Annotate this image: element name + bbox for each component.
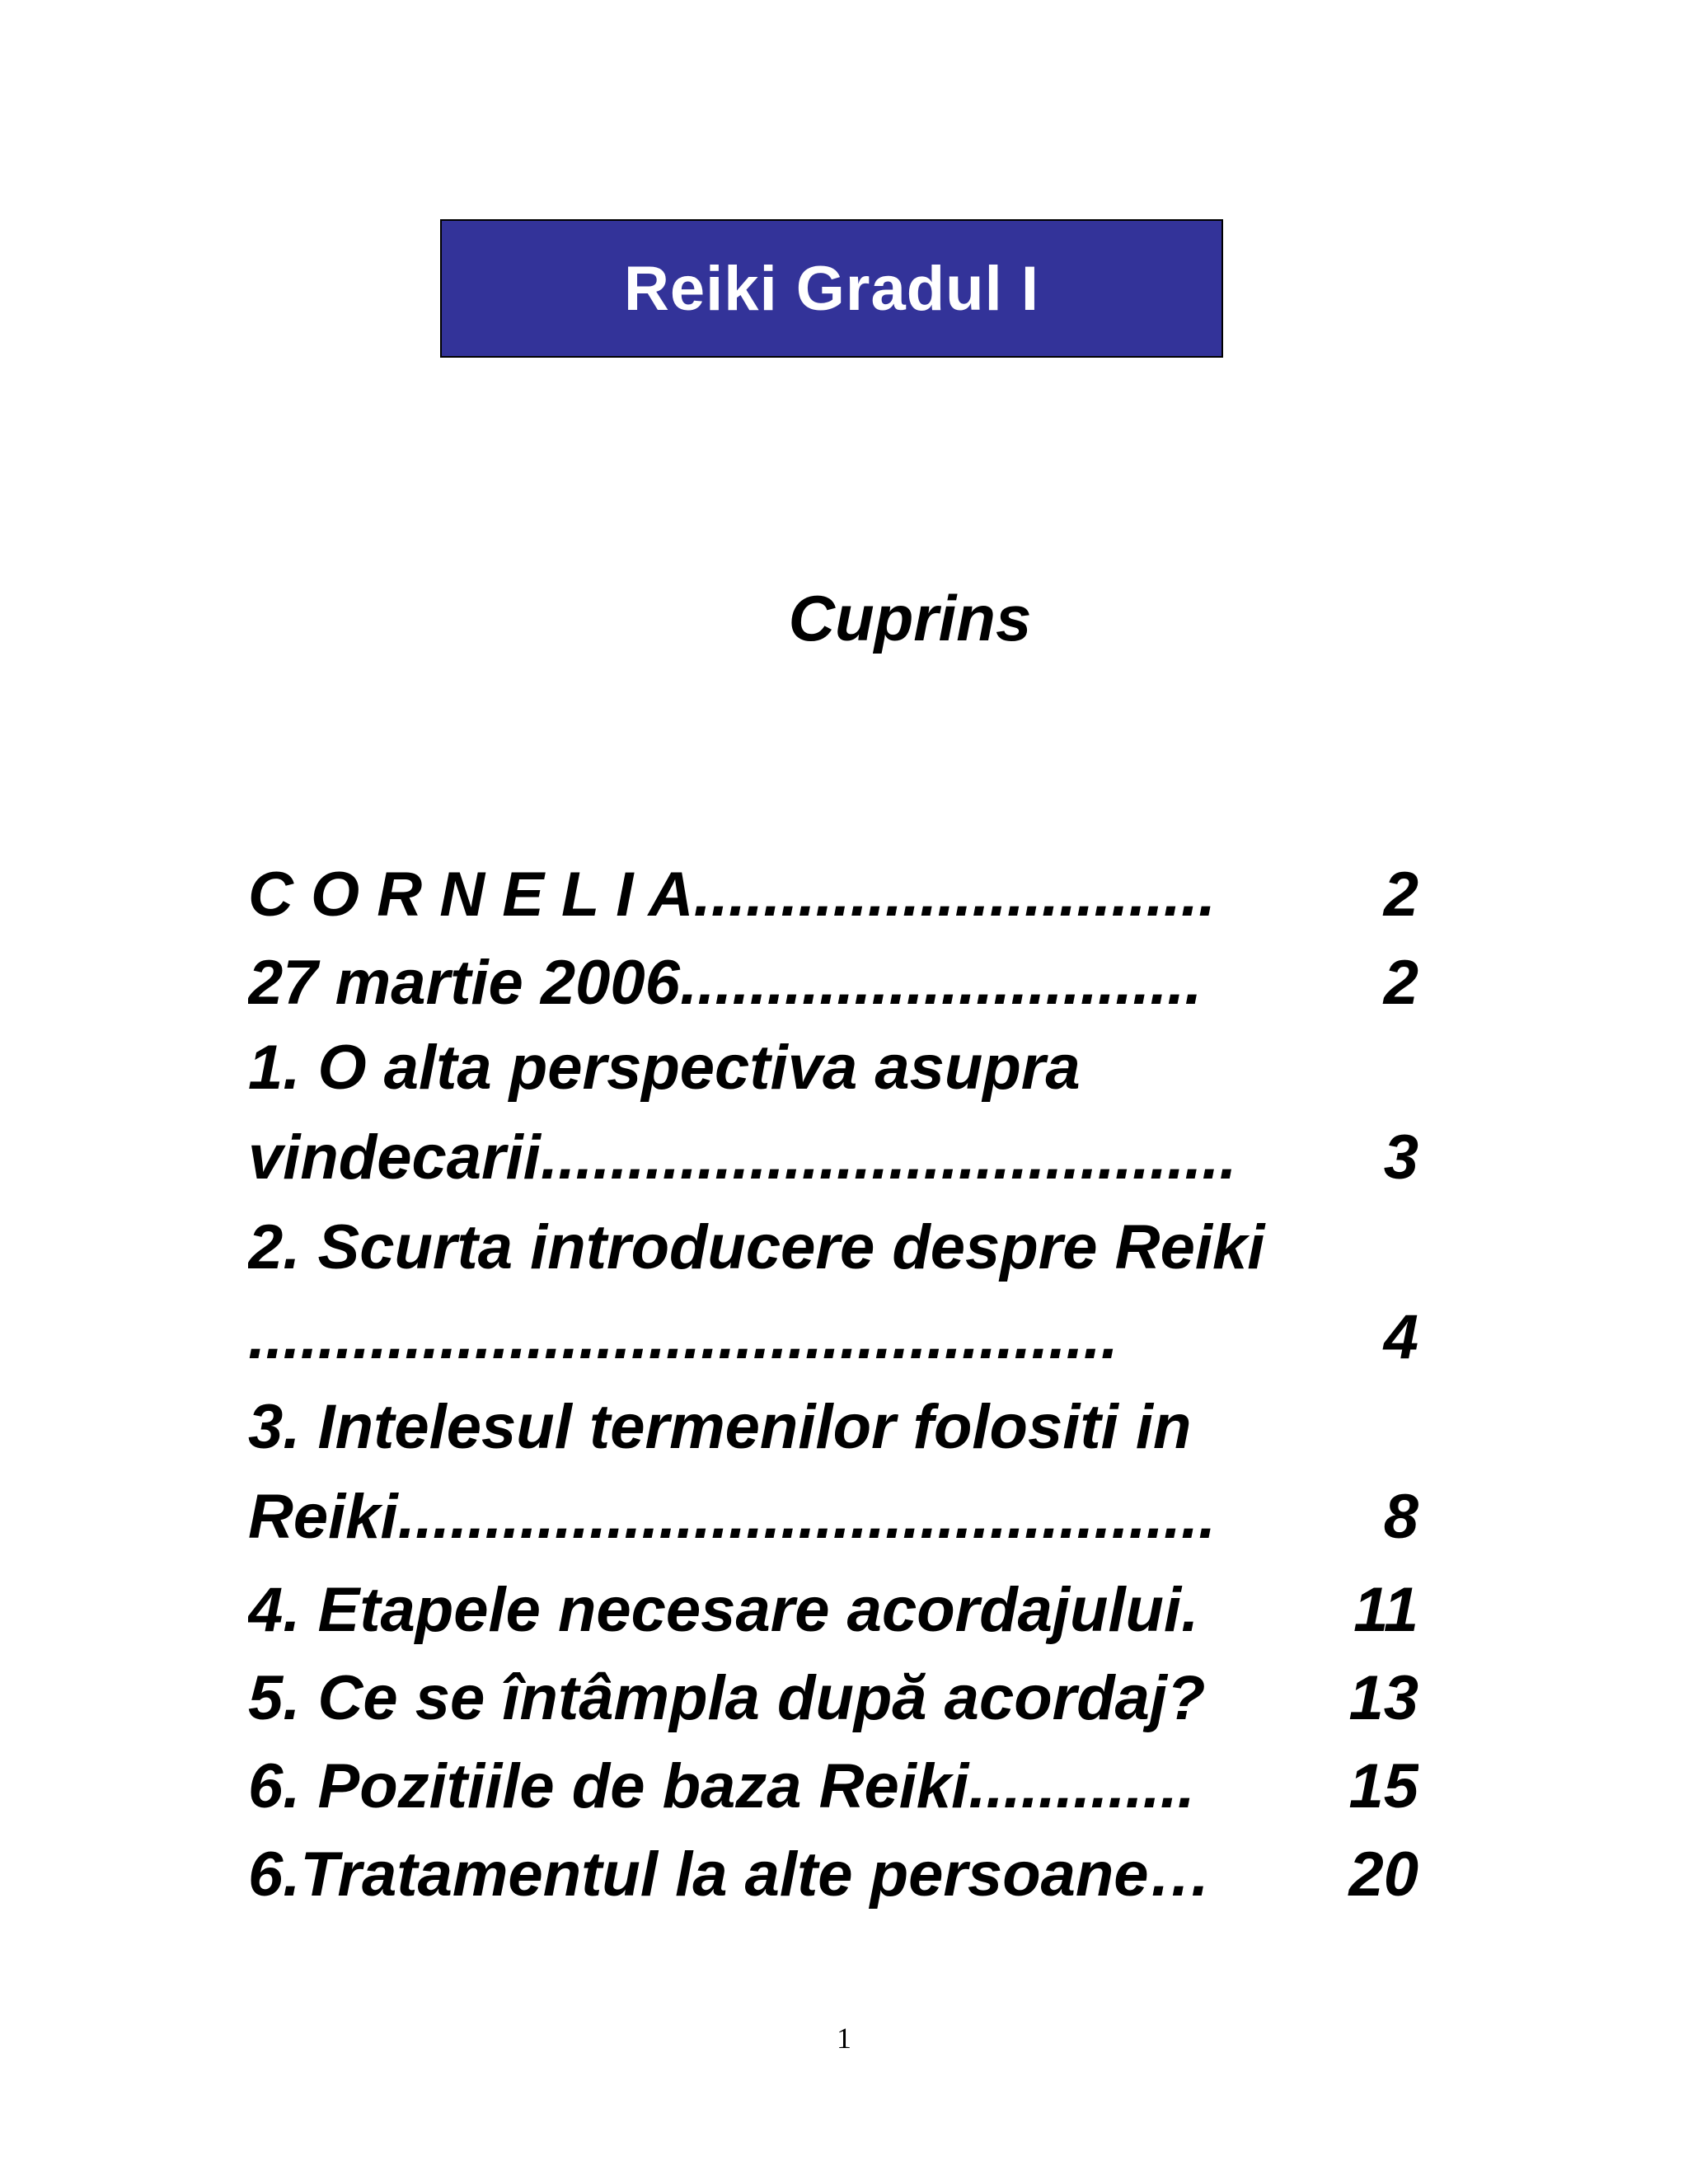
toc-entry[interactable] — [248, 939, 1418, 1027]
toc-leader-dots: ........................................ — [540, 1122, 1237, 1193]
toc-entry[interactable] — [248, 1566, 1418, 1654]
toc-entry-label: 27 martie 2006 — [248, 948, 680, 1018]
toc-leader-dots: .............................. — [693, 860, 1216, 930]
toc-page-number: 4 — [1383, 1302, 1418, 1372]
toc-entry[interactable] — [248, 851, 1418, 939]
toc-entry[interactable] — [248, 1386, 1418, 1469]
toc-entry[interactable] — [248, 1830, 1418, 1919]
toc-entry-label: C O R N E L I A — [248, 860, 694, 930]
toc-heading: Cuprins — [788, 582, 1032, 654]
toc-page-number: 11 — [1353, 1575, 1418, 1645]
toc-page-number: 2 — [1383, 860, 1418, 930]
toc-page-number: 20 — [1348, 1840, 1418, 1910]
toc-entry-continuation[interactable] — [248, 1289, 1418, 1386]
toc-entry-label: 6. Pozitiile de baza Reiki — [248, 1751, 969, 1821]
toc-leader-dots: .................................................. — [248, 1302, 1118, 1372]
toc-page-number: 15 — [1348, 1751, 1418, 1821]
title-banner — [440, 219, 1223, 358]
toc-entry-label: 1. O alta perspectiva asupra — [248, 1033, 1081, 1103]
toc-entry[interactable] — [248, 1027, 1418, 1109]
toc-entry-continuation[interactable] — [248, 1469, 1418, 1566]
toc-entry[interactable] — [248, 1742, 1418, 1830]
toc-page-number: 2 — [1383, 948, 1418, 1018]
toc-entry-label: vindecarii — [248, 1122, 541, 1193]
toc-entry-label: 3. Intelesul termenilor folositi in — [248, 1392, 1192, 1462]
toc-entry-label: 4. Etapele necesare acordajului. — [248, 1575, 1199, 1645]
toc-entry-label: Reiki — [248, 1482, 398, 1552]
toc-page-number: 8 — [1383, 1482, 1418, 1552]
toc-page-number: 13 — [1348, 1663, 1418, 1733]
page-number: 1 — [837, 2022, 851, 2055]
toc-leader-dots: ............................................... — [397, 1482, 1217, 1552]
table-of-contents — [248, 851, 1418, 1919]
toc-entry[interactable] — [248, 1654, 1418, 1742]
toc-entry-label: 6.Tratamentul la alte persoane — [248, 1840, 1149, 1910]
document-title: Reiki Gradul I — [624, 253, 1039, 324]
toc-entry[interactable] — [248, 1207, 1418, 1289]
toc-leader-dots: .............................. — [679, 948, 1203, 1018]
toc-leader-dots: … — [1148, 1840, 1212, 1910]
toc-page-number: 3 — [1383, 1122, 1418, 1193]
toc-entry-label: 5. Ce se întâmpla după acordaj? — [248, 1663, 1206, 1733]
toc-entry-continuation[interactable] — [248, 1109, 1418, 1207]
toc-leader-dots: ............. — [968, 1751, 1195, 1821]
toc-entry-label: 2. Scurta introducere despre Reiki — [248, 1212, 1265, 1282]
